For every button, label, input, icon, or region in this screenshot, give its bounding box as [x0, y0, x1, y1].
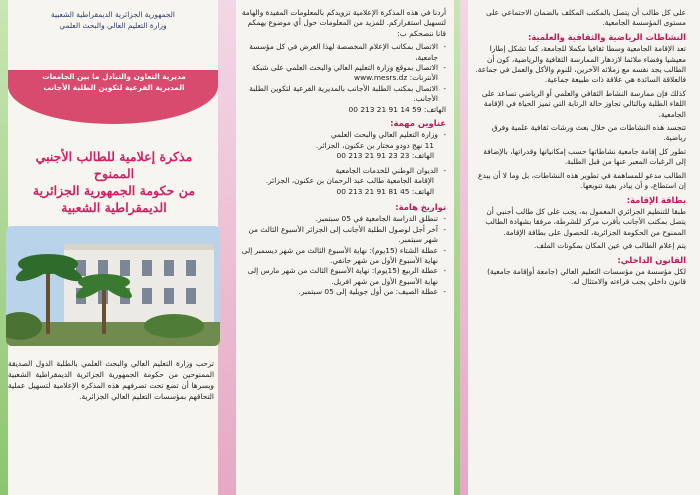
internal-rules-paragraph: لكل مؤسسة من مؤسسات التعليم العالي (جامعة أوإقامة جامعية) قانون داخلي يجب قراءته والامتثال له. — [487, 266, 686, 287]
ministry-header — [18, 10, 208, 31]
republic-name: الجمهورية الجزائرية الديمقراطية الشعبية — [51, 10, 175, 19]
activities-paragraph: كذلك فإن ممارسة النشاط الثقافي والعلمي أو الرياضي تساعد على اللقاء الطلبة وبالتالي تجاوز حالة الرتابة التي تميز الحياة في الإقامة الجامعية. — [481, 88, 686, 119]
social-security-note: على كل طالب أن يتصل بالمكتب المكلف بالضمان الاجتماعي على مستوى المؤسسة الجامعية. — [486, 8, 686, 28]
list-item: - عطلة الشتاء (15يوم): نهاية الأسبوع الثالث من شهر ديسمبر إلى نهاية الأسبوع الأول من شهر جانفي. — [240, 246, 446, 267]
addresses-heading: عناوين مهمة: — [390, 118, 446, 129]
brochure-title — [14, 148, 214, 216]
address-phone: الهاتف: 45 81 91 21 213 00 — [336, 186, 434, 196]
pink-ribbon — [228, 0, 236, 495]
address-item — [240, 166, 446, 197]
list-item: - الاتصال بمكتب الطلبة الأجانب بالمديرية الفرعية لتكوين الطلبة الأجانب. — [240, 84, 446, 105]
dates-list — [240, 214, 446, 297]
welcome-paragraph: ترحب وزارة التعليم العالي والبحث العلمي بالطلبة الدول الصديقة الممنوحين من حكومة الجمهورية الجزائرية الديمقراطية الشعبية ويسرها أن تضع تحت تصرفهم هذه المذكرة الإعلامية لتسهيل عملية التحاقهم بمؤسسات التعليم العالي الجزائرية. — [8, 359, 214, 401]
info-intro: أردنا في هذه المذكرة الإعلامية تزويدكم بالمعلومات المفيدة والهامة لتسهيل استقراركم. للمزيد من المعلومات حول أي موضوع يهمكم قانا ننصحكم ب: — [241, 8, 446, 38]
title-line-1: مذكرة إعلامية للطالب الأجنبي الممنوح — [35, 149, 193, 181]
title-line-3: الديمقراطية الشعبية — [61, 200, 167, 215]
activities-heading: النشاطات الرياضية والثقافية والعلمية: — [527, 31, 686, 42]
list-item: - عطلة الربيع (15يوم): نهاية الأسبوع الثالث من شهر مارس إلى نهاية الأسبوع الأول من شهر افريل. — [240, 266, 446, 287]
department-text — [14, 72, 214, 93]
list-item: - الاتصال بموقع وزارة التعليم العالي والبحث العلمي على شبكة الأنترنات: www.mesrs.dz — [240, 63, 446, 84]
address-phone: الهاتف: 23 23 91 21 213 00 — [336, 151, 434, 161]
address-list — [240, 130, 446, 196]
contact-list — [240, 42, 446, 104]
list-item: - عطلة الصيف: من أول جويلية إلى 05 سبتمبر. — [240, 287, 446, 297]
building-illustration — [6, 226, 220, 346]
title-line-2: من حكومة الجمهورية الجزائرية — [32, 183, 196, 198]
residence-card-heading: بطاقة الإقامة: — [626, 194, 686, 205]
address-line: الإقامة الجامعية طالب عبد الرحمان بن عكنون، الجزائر. — [265, 176, 434, 186]
middle-panel — [228, 0, 460, 495]
ministry-name: وزارة التعليم العالي والبحث العلمي — [59, 20, 167, 30]
address-name: - الديوان الوطني للخدمات الجامعية — [335, 165, 438, 175]
list-item: - تنطلق الدراسة الجامعية في 05 سبتمبر. — [240, 214, 446, 224]
activities-paragraph: تتجسد هذه النشاطات من خلال بعث ورشات ثقافية علمية وفرق رياضية. — [491, 123, 686, 143]
pink-ribbon — [460, 0, 468, 495]
subdepartment-line: المديرية الفرعية لتكوين الطلبة الأجانب — [43, 82, 185, 92]
list-item: - آخر أجل لوصول الطلبة الأجانب إلى الجزائر الأسبوع الثالث من شهر سبتمبر. — [240, 225, 446, 246]
address-item — [240, 130, 446, 161]
residence-paragraph: يتم إعلام الطالب في عين المكان بمكونات الملف. — [533, 241, 686, 251]
phone-number: الهاتف: 59 14 91 21 213 00 — [348, 104, 446, 114]
activities-paragraph: الطالب مدعو للمساهمة في تطوير هذه النشاطات، بل وما لا أن يبدع إن استطاع، و أن يبادر بفية تنويعها. — [478, 170, 686, 191]
address-name: - وزارة التعليم العالي والبحث العلمي — [330, 130, 438, 140]
middle-content — [240, 8, 446, 298]
cover-panel — [0, 0, 228, 495]
residence-paragraph: طبقا للتنظيم الجزائري المعمول به، يجب على كل طالب أجنبي أن يتصل بمكتب الأجانب بأقرب مركز للشرطة، مرفقا بشهادة الطالب الممنوح من الحكومة الجزائرية، للحصول على بطاقة الإقامة. — [485, 206, 686, 237]
activities-paragraph: تعد الإقامة الجامعية وسطا ثقافيا مكملا للجامعة، كما تشكل إطارا معيشيا وفضاء ملائما لازدهار الممارسة الثقافية والرياضية، كون أن الطالب يجد نفسه مع زملائه الآخرين، للنوم والأكل والعمل في جماعة. فالعلاقة السائدة هي علاقة ذات طبيعة جماعية. — [475, 44, 686, 85]
address-line: 11 نهج دودو مختار بن عكنون، الجزائر. — [316, 140, 434, 150]
department-line: مديرية التعاون والتبادل ما بين الجامعات — [42, 72, 186, 81]
activities-paragraph: تطور كل إقامة جامعية نشاطاتها حسب إمكانياتها وقدراتها، بالإضافة إلى الرغبات المعبر عنها من قبل الطلبة. — [483, 146, 686, 167]
building-photo — [6, 226, 220, 346]
internal-rules-heading: القانون الداخلي: — [617, 254, 686, 265]
right-panel — [460, 0, 700, 495]
right-content — [472, 8, 686, 291]
list-item: - الاتصال بمكاتب الإعلام المخصصة لهذا الغرض في كل مؤسسة جامعية، — [240, 42, 446, 63]
dates-heading: تواريخ هامة: — [395, 201, 446, 212]
